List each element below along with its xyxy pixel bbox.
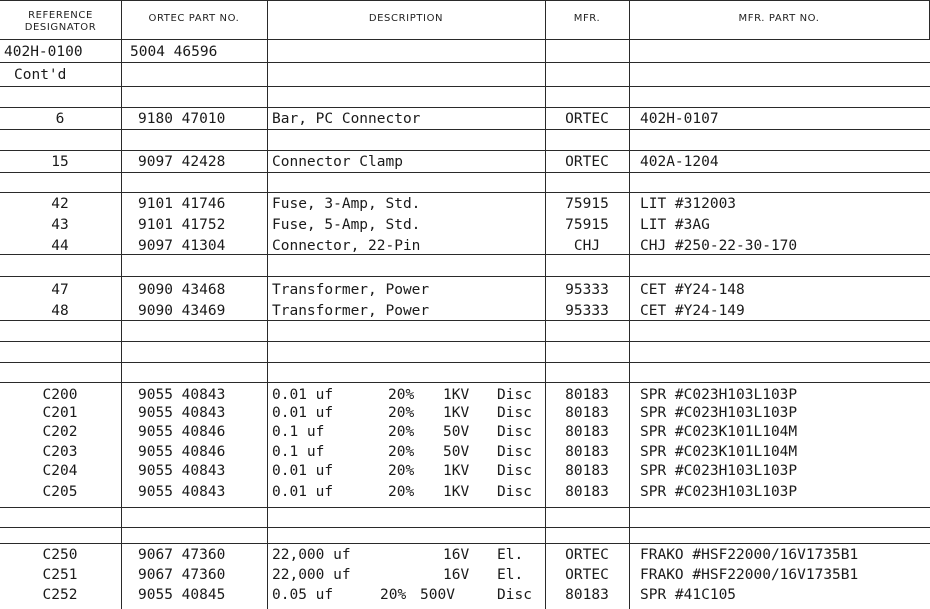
capacitor-type: Disc — [497, 424, 532, 440]
voltage-rating: 1KV — [443, 405, 470, 421]
ortec-part-number: 9067 47360 — [138, 567, 226, 583]
header-reference-line1: REFERENCE — [28, 10, 93, 21]
header-reference-line2: DESIGNATOR — [24, 22, 97, 33]
row-divider — [0, 129, 930, 130]
header-description: DESCRIPTION — [368, 13, 444, 24]
row-divider — [0, 543, 930, 544]
voltage-rating: 16V — [443, 547, 470, 563]
tolerance: 20% — [388, 484, 415, 500]
manufacturer-code: 95333 — [565, 303, 609, 319]
row-divider — [0, 341, 930, 342]
ortec-part-number: 9067 47360 — [138, 547, 226, 563]
manufacturer-part-number: SPR #C023K101L104M — [640, 444, 798, 460]
manufacturer-code: 80183 — [565, 387, 609, 403]
reference-designator: C204 — [42, 463, 78, 479]
row-divider — [0, 320, 930, 321]
description: 0.05 uf — [272, 587, 334, 603]
voltage-rating: 50V — [443, 424, 470, 440]
manufacturer-code: 75915 — [565, 196, 609, 212]
voltage-rating: 50V — [443, 444, 470, 460]
description: 22,000 uf — [272, 547, 351, 563]
header-ortec-part-no: ORTEC PART NO. — [148, 13, 240, 24]
manufacturer-part-number: SPR #C023K101L104M — [640, 424, 798, 440]
reference-designator: C250 — [42, 547, 78, 563]
voltage-rating: 1KV — [443, 484, 470, 500]
description: 0.01 uf — [272, 405, 334, 421]
row-divider — [0, 39, 930, 40]
reference-designator: 43 — [51, 217, 69, 233]
manufacturer-part-number: SPR #C023H103L103P — [640, 405, 798, 421]
assembly-part-number: 5004 46596 — [130, 44, 218, 60]
ortec-part-number: 9090 43468 — [138, 282, 226, 298]
description: Connector Clamp — [272, 154, 403, 170]
manufacturer-code: ORTEC — [565, 154, 609, 170]
manufacturer-part-number: LIT #3AG — [640, 217, 710, 233]
voltage-rating: 16V — [443, 567, 470, 583]
column-divider — [629, 0, 630, 609]
tolerance: 20% — [388, 463, 415, 479]
manufacturer-code: 80183 — [565, 444, 609, 460]
column-divider — [121, 0, 122, 609]
ortec-part-number: 9055 40846 — [138, 424, 226, 440]
description: Transformer, Power — [272, 282, 430, 298]
tolerance: 20% — [380, 587, 407, 603]
manufacturer-code: 95333 — [565, 282, 609, 298]
description: 0.01 uf — [272, 484, 334, 500]
row-divider — [0, 107, 930, 108]
voltage-rating: 1KV — [443, 387, 470, 403]
row-divider — [0, 276, 930, 277]
ortec-part-number: 9097 42428 — [138, 154, 226, 170]
row-divider — [0, 0, 930, 1]
manufacturer-part-number: CHJ #250-22-30-170 — [640, 238, 798, 254]
continued-label: Cont'd — [14, 67, 67, 83]
manufacturer-code: 80183 — [565, 405, 609, 421]
reference-designator: 15 — [51, 154, 69, 170]
reference-designator: C201 — [42, 405, 78, 421]
voltage-rating: 1KV — [443, 463, 470, 479]
reference-designator: 48 — [51, 303, 69, 319]
ortec-part-number: 9055 40845 — [138, 587, 226, 603]
ortec-part-number: 9055 40846 — [138, 444, 226, 460]
row-divider — [0, 150, 930, 151]
manufacturer-code: CHJ — [573, 238, 601, 254]
description: Fuse, 5-Amp, Std. — [272, 217, 421, 233]
description: Bar, PC Connector — [272, 111, 421, 127]
manufacturer-code: ORTEC — [565, 111, 609, 127]
row-divider — [0, 192, 930, 193]
manufacturer-code: 80183 — [565, 463, 609, 479]
row-divider — [0, 62, 930, 63]
manufacturer-part-number: SPR #C023H103L103P — [640, 463, 798, 479]
row-divider — [0, 172, 930, 173]
reference-designator: C251 — [42, 567, 78, 583]
header-mfr-part-no: MFR. PART NO. — [738, 13, 820, 24]
manufacturer-part-number: 402A-1204 — [640, 154, 719, 170]
manufacturer-part-number: LIT #312003 — [640, 196, 737, 212]
reference-designator: C205 — [42, 484, 78, 500]
capacitor-type: El. — [497, 547, 524, 563]
description: 22,000 uf — [272, 567, 351, 583]
assembly-reference: 402H-0100 — [4, 44, 83, 60]
reference-designator: 44 — [51, 238, 69, 254]
reference-designator: 47 — [51, 282, 69, 298]
manufacturer-code: 80183 — [565, 484, 609, 500]
capacitor-type: Disc — [497, 463, 532, 479]
capacitor-type: Disc — [497, 444, 532, 460]
description: Connector, 22-Pin — [272, 238, 421, 254]
row-divider — [0, 362, 930, 363]
tolerance: 20% — [388, 424, 415, 440]
description: 0.1 uf — [272, 424, 325, 440]
voltage-rating: 500V — [420, 587, 455, 603]
capacitor-type: Disc — [497, 387, 532, 403]
ortec-part-number: 9090 43469 — [138, 303, 226, 319]
reference-designator: C200 — [42, 387, 78, 403]
row-divider — [0, 382, 930, 383]
manufacturer-part-number: 402H-0107 — [640, 111, 719, 127]
description: 0.01 uf — [272, 387, 334, 403]
capacitor-type: Disc — [497, 484, 532, 500]
tolerance: 20% — [388, 444, 415, 460]
capacitor-type: Disc — [497, 405, 532, 421]
row-divider — [0, 507, 930, 508]
row-divider — [0, 527, 930, 528]
row-divider — [0, 86, 930, 87]
manufacturer-code: ORTEC — [565, 547, 609, 563]
manufacturer-part-number: FRAKO #HSF22000/16V1735B1 — [640, 567, 859, 583]
reference-designator: C252 — [42, 587, 78, 603]
column-divider — [267, 0, 268, 609]
tolerance: 20% — [388, 387, 415, 403]
manufacturer-part-number: FRAKO #HSF22000/16V1735B1 — [640, 547, 859, 563]
description: Transformer, Power — [272, 303, 430, 319]
manufacturer-code: 80183 — [565, 587, 609, 603]
manufacturer-code: 75915 — [565, 217, 609, 233]
manufacturer-code: ORTEC — [565, 567, 609, 583]
capacitor-type: Disc — [497, 587, 532, 603]
description: 0.1 uf — [272, 444, 325, 460]
ortec-part-number: 9101 41746 — [138, 196, 226, 212]
manufacturer-part-number: SPR #C023H103L103P — [640, 484, 798, 500]
reference-designator: C203 — [42, 444, 78, 460]
ortec-part-number: 9055 40843 — [138, 405, 226, 421]
ortec-part-number: 9097 41304 — [138, 238, 226, 254]
description: Fuse, 3-Amp, Std. — [272, 196, 421, 212]
header-mfr: MFR. — [573, 13, 601, 24]
reference-designator: 42 — [51, 196, 69, 212]
ortec-part-number: 9055 40843 — [138, 387, 226, 403]
reference-designator: 6 — [55, 111, 65, 127]
capacitor-type: El. — [497, 567, 524, 583]
ortec-part-number: 9055 40843 — [138, 484, 226, 500]
manufacturer-code: 80183 — [565, 424, 609, 440]
description: 0.01 uf — [272, 463, 334, 479]
ortec-part-number: 9180 47010 — [138, 111, 226, 127]
manufacturer-part-number: SPR #41C105 — [640, 587, 737, 603]
manufacturer-part-number: CET #Y24-149 — [640, 303, 745, 319]
reference-designator: C202 — [42, 424, 78, 440]
manufacturer-part-number: SPR #C023H103L103P — [640, 387, 798, 403]
ortec-part-number: 9101 41752 — [138, 217, 226, 233]
tolerance: 20% — [388, 405, 415, 421]
manufacturer-part-number: CET #Y24-148 — [640, 282, 745, 298]
ortec-part-number: 9055 40843 — [138, 463, 226, 479]
